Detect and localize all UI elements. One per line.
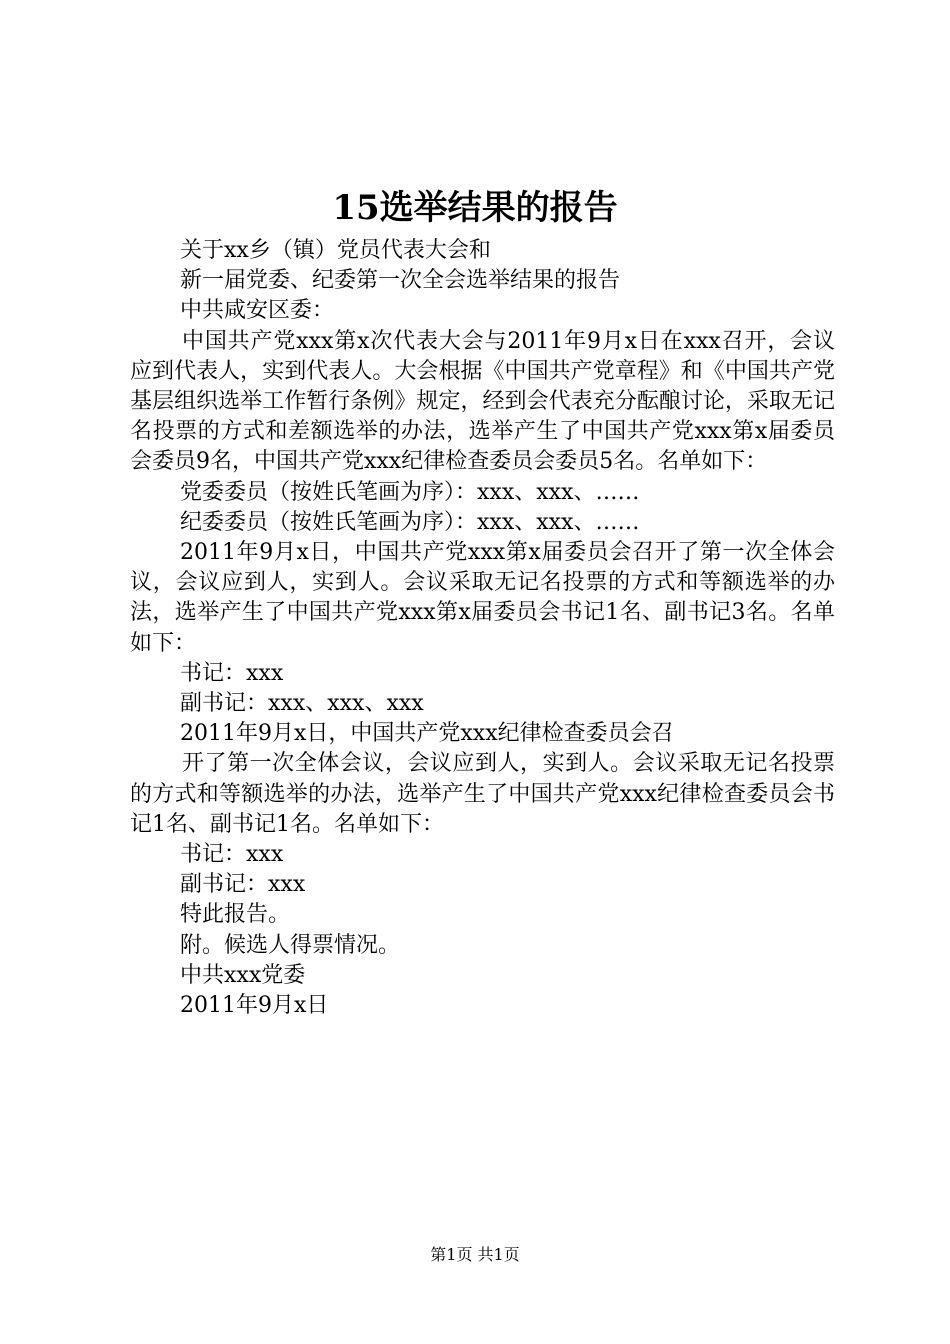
attachment-note: 附。候选人得票情况。 (180, 932, 401, 958)
list-party-committee: 党委委员（按姓氏笔画为序）：xxx、xxx、…… (180, 479, 640, 505)
list-discipline-committee: 纪委委员（按姓氏笔画为序）：xxx、xxx、…… (180, 509, 640, 535)
closing-statement: 特此报告。 (180, 902, 291, 928)
document-body (130, 236, 835, 1021)
discipline-deputy-secretary: 副书记：xxx (180, 872, 306, 898)
party-secretary: 书记：xxx (180, 660, 284, 686)
document-title: 15选举结果的报告 (332, 188, 618, 228)
signature-date: 2011年9月x日 (180, 993, 329, 1019)
heading-line-1: 关于xx乡（镇）党员代表大会和 (180, 238, 491, 263)
addressee: 中共咸安区委： (180, 298, 335, 324)
signature-organization: 中共xxx党委 (180, 962, 306, 988)
paragraph-party-plenary: 2011年9月x日，中国共产党xxx第x届委员会召开了第一次全体会议，会议应到人，实到人。会议采取无记名投票的方式和等额选举的办法，选举产生了中国共产党xxx第x届委员会书记1名、副书记3名。名单如下： (130, 540, 835, 656)
paragraph-congress: 中国共产党xxx第x次代表大会与2011年9月x日在xxx召开，会议应到代表人，实到代表人。大会根据《中国共产党章程》和《中国共产党基层组织选举工作暂行条例》规定，经到会代表充分酝酿讨论，采取无记名投票的方式和差额选举的办法，选举产生了中国共产党xxx第x届委员会委员9名，中国共产党xxx纪律检查委员会委员5名。名单如下： (130, 328, 835, 475)
page-footer: 第1页 共1页 (430, 1245, 520, 1264)
heading-line-2: 新一届党委、纪委第一次全会选举结果的报告 (180, 268, 621, 294)
paragraph-discipline-intro: 2011年9月x日，中国共产党xxx纪律检查委员会召 (180, 721, 674, 747)
paragraph-discipline-plenary: 开了第一次全体会议，会议应到人，实到人。会议采取无记名投票的方式和等额选举的办法，选举产生了中国共产党xxx纪律检查委员会书记1名、副书记1名。名单如下： (130, 751, 835, 837)
discipline-secretary: 书记：xxx (180, 842, 284, 868)
party-deputy-secretary: 副书记：xxx、xxx、xxx (180, 691, 424, 717)
